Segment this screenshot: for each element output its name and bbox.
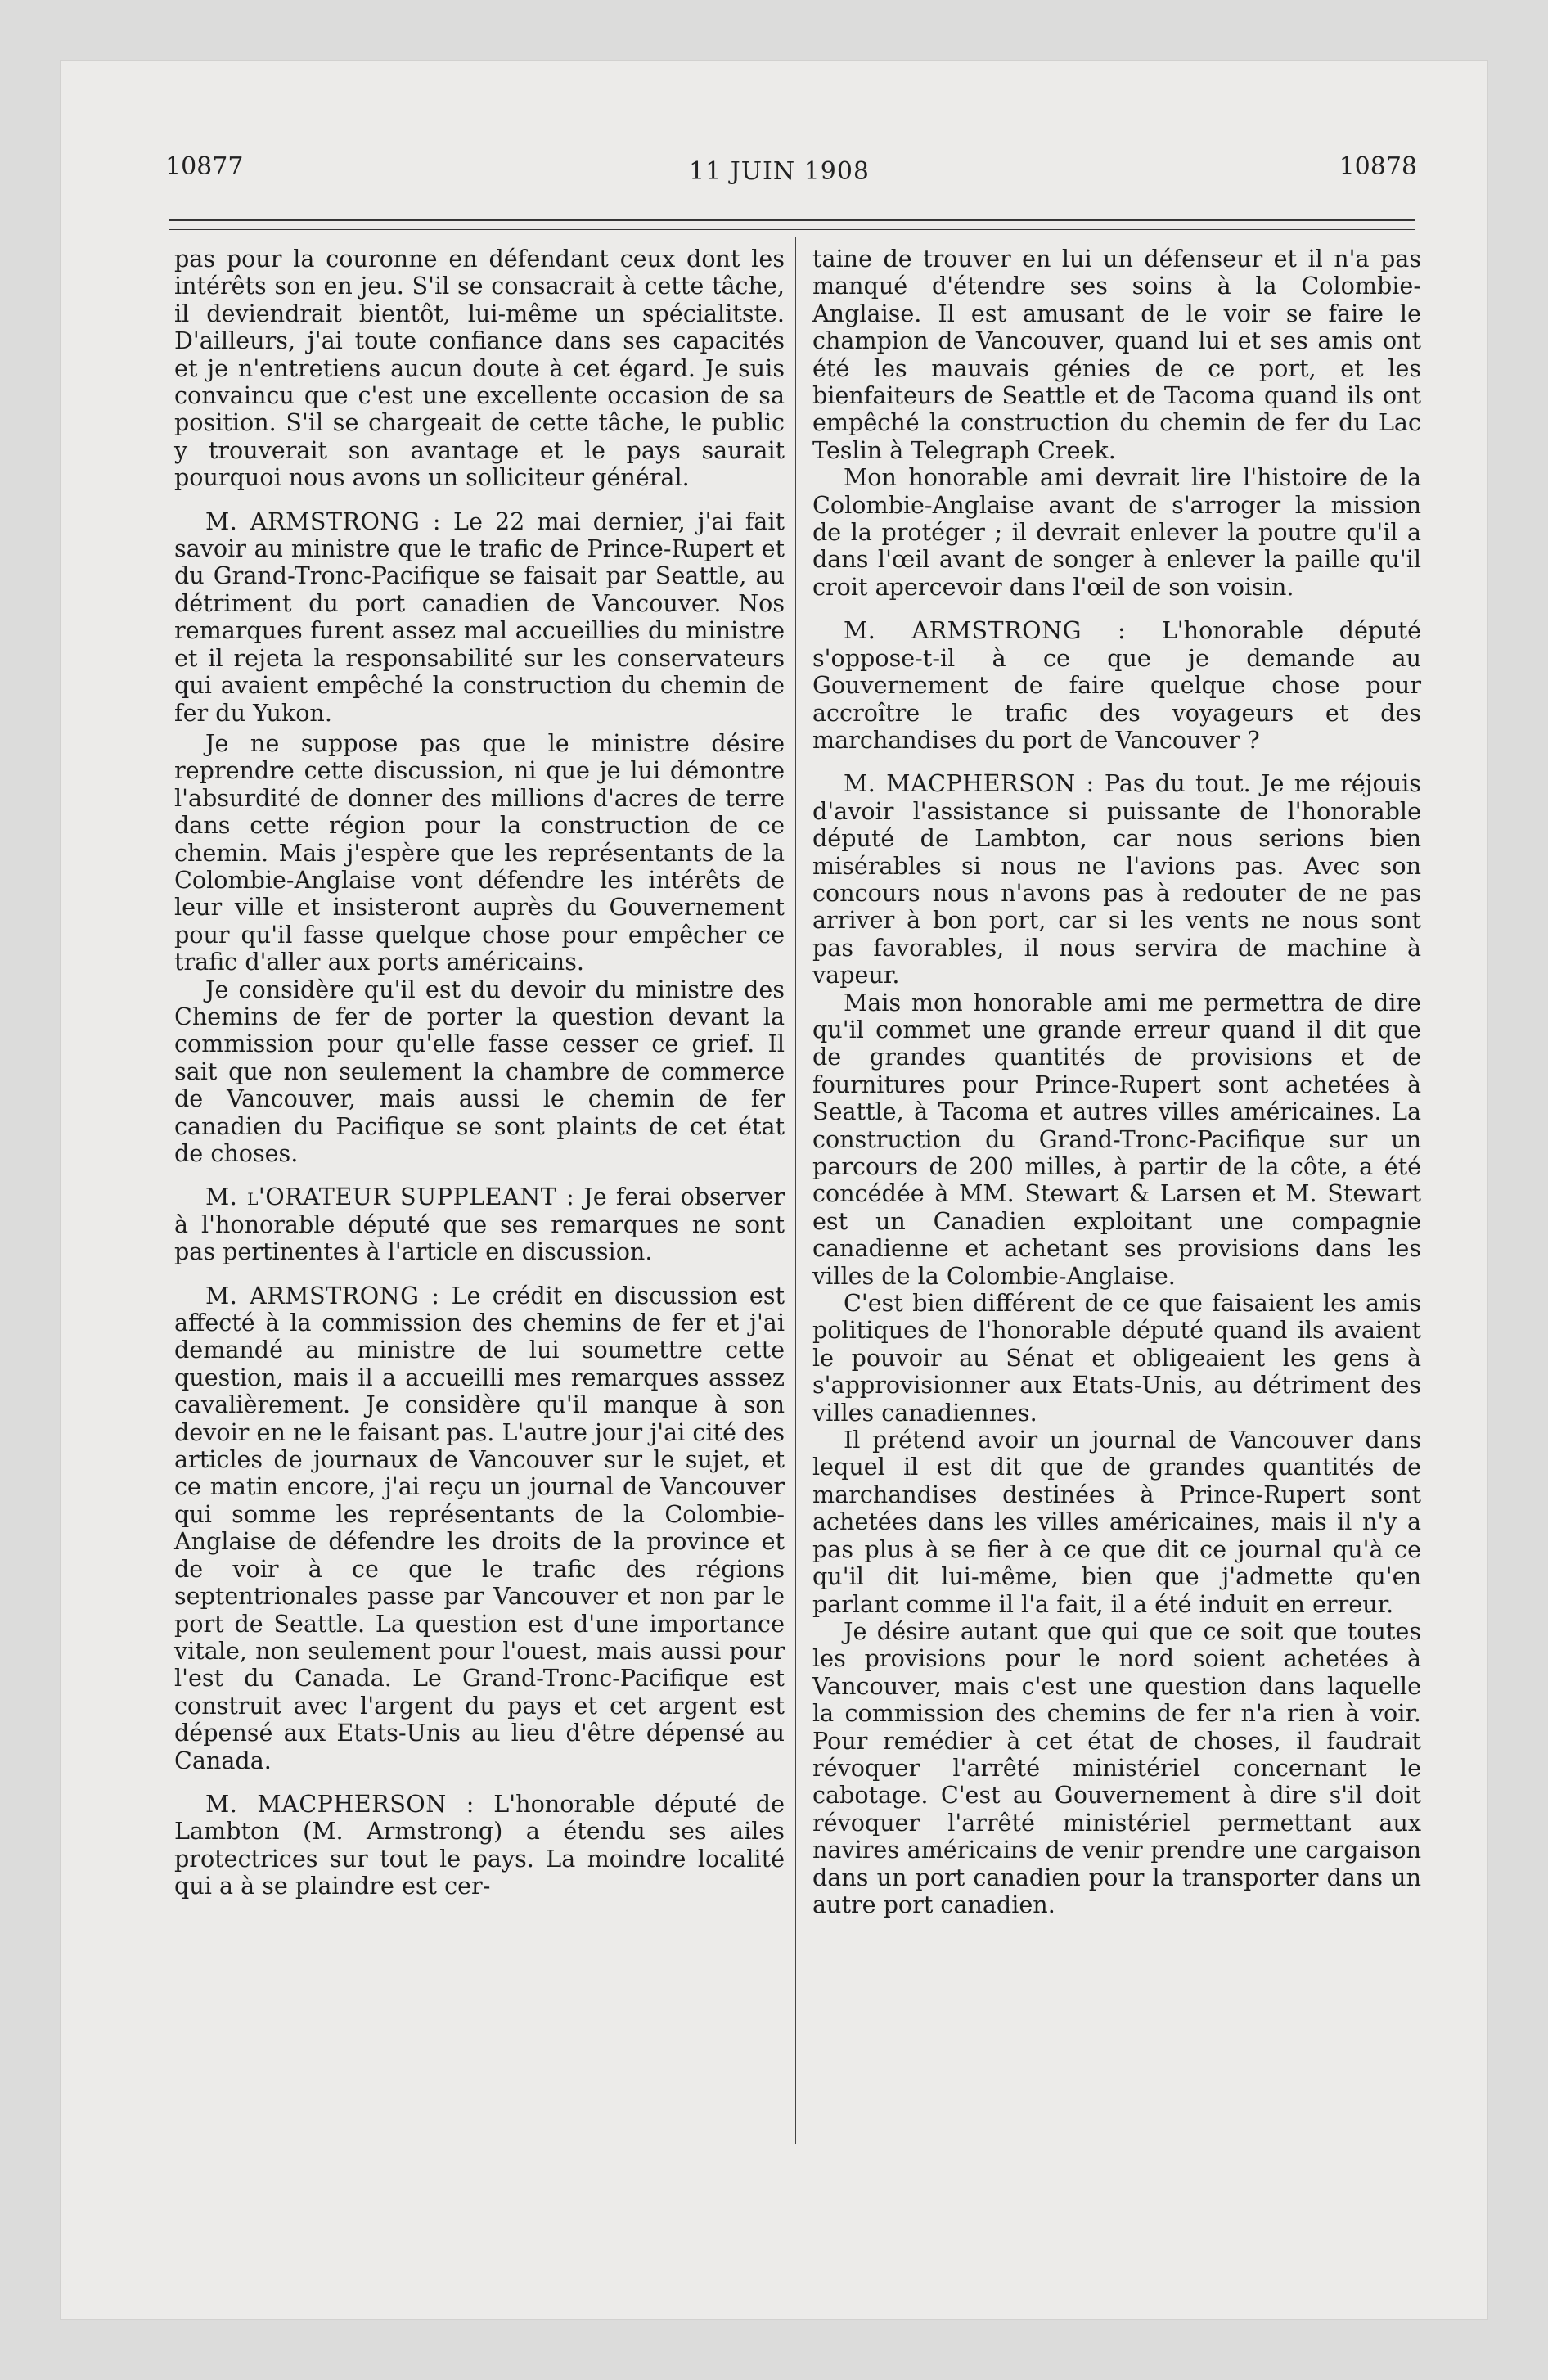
speaker-name: M. l'ORATEUR SUPPLEANT : xyxy=(205,1183,575,1211)
speech-text: Je ferai observer à l'honorable député que ses remarques ne sont pas pertinentes à l'article en discussion. xyxy=(174,1183,785,1266)
paragraph: taine de trouver en lui un défenseur et il n'a pas manqué d'étendre ses soins à la Colombie-Anglaise. Il est amusant de le voir se faire le champion de Vancouver, quand lui et ses amis ont été les mauvais génies de ce port, et les bienfaiteurs de Seattle et de Tacoma quand ils ont empêché la construction du chemin de fer du Lac Teslin à Telegraph Creek. xyxy=(812,245,1421,464)
speech-text: Pas du tout. Je me réjouis d'avoir l'assistance si puissante de l'honorable député de Lambton, car nous serions bien misérables si nous ne l'avions pas. Avec son concours nous n'avons pas à redouter de ne pas arriver à bon port, car si les vents ne nous sont pas favorables, il nous servira de machine à vapeur. xyxy=(812,769,1421,989)
speech-text: Le crédit en discussion est affecté à la commission des chemins de fer et j'ai demandé au ministre de lui soumettre cette question, mais il a accueilli mes remarques asssez cavalièrement. Je considère qu'il manque à son devoir en ne le faisant pas. L'autre jour j'ai cité des articles de journaux de Vancouver sur le sujet, et ce matin encore, j'ai reçu un journal de Vancouver qui somme les représentants de la Colombie-Anglaise de défendre les droits de la province et de voir à ce que le trafic des régions septentrionales passe par Vancouver et non par le port de Seattle. La question est d'une importance vitale, non seulement pour l'ouest, mais aussi pour l'est du Canada. Le Grand-Tronc-Pacifique est construit avec l'argent du pays et cet argent est dépensé aux Etats-Unis au lieu d'être dépensé au Canada. xyxy=(174,1281,785,1774)
speech-paragraph xyxy=(174,1183,785,1265)
speech-paragraph xyxy=(174,1282,785,1774)
speaker-name: M. MACPHERSON : xyxy=(205,1789,475,1818)
speech-paragraph xyxy=(174,508,785,727)
paragraph: Mais mon honorable ami me permettra de dire qu'il commet une grande erreur quand il dit que de grandes quantités de provisions et de fournitures pour Prince-Rupert sont achetées à Seattle, à Tacoma et autres villes américaines. La construction du Grand-Tronc-Pacifique sur un parcours de 200 milles, à partir de la côte, a été concédée à MM. Stewart & Larsen et M. Stewart est un Canadien exploitant une compagnie canadienne et achetant ses provisions dans les villes de la Colombie-Anglaise. xyxy=(812,988,1421,1290)
paragraph: Mon honorable ami devrait lire l'histoire de la Colombie-Anglaise avant de s'arroger la mission de la protéger ; il devrait enlever la poutre qu'il a dans l'œil avant de songer à enlever la paille qu'il croit apercevoir dans l'œil de son voisin. xyxy=(812,463,1421,601)
page-date: 11 JUIN 1908 xyxy=(689,157,871,186)
paragraph: Je désire autant que qui que ce soit que toutes les provisions pour le nord soient achetées à Vancouver, mais c'est une question dans laquelle la commission des chemins de fer n'a rien à voir. Pour remédier à cet état de choses, il faudrait révoquer l'arrêté ministériel concernant le cabotage. C'est au Gouvernement à dire s'il doit révoquer l'arrêté ministériel permettant aux navires américains de venir prendre une cargaison dans un port canadien pour la transporter dans un autre port canadien. xyxy=(812,1616,1421,1918)
paragraph: Je ne suppose pas que le ministre désire reprendre cette discussion, ni que je lui démontre l'absurdité de donner des millions d'acres de terre dans cette région pour la construction de ce chemin. Mais j'espère que les représentants de la Colombie-Anglaise vont défendre les intérêts de leur ville et insisteront auprès du Gouvernement pour qu'il fasse quelque chose pour empêcher ce trafic d'aller aux ports américains. xyxy=(174,728,785,976)
speech-paragraph xyxy=(174,1791,785,1900)
speaker-name: M. ARMSTRONG : xyxy=(844,616,1127,645)
speech-text: Le 22 mai dernier, j'ai fait savoir au ministre que le trafic de Prince-Rupert et du Grand-Tronc-Pacifique se faisait par Seattle, au détriment du port canadien de Vancouver. Nos remarques furent assez mal accueillies du ministre et il rejeta la responsabilité sur les conservateurs qui avaient empêché la construction du chemin de fer du Yukon. xyxy=(174,507,785,727)
header-rule-bottom xyxy=(169,229,1415,230)
page-number-left: 10877 xyxy=(165,152,244,181)
column-divider xyxy=(795,237,796,2144)
right-column xyxy=(812,246,1421,1918)
speech-paragraph xyxy=(812,770,1421,989)
speaker-name: M. MACPHERSON : xyxy=(844,769,1095,798)
paragraph: Je considère qu'il est du devoir du ministre des Chemins de fer de porter la question devant la commission pour qu'elle fasse cesser ce grief. Il sait que non seulement la chambre de commerce de Vancouver, mais aussi le chemin de fer canadien du Pacifique se sont plaints de cet état de choses. xyxy=(174,975,785,1167)
page-number-right: 10878 xyxy=(1339,152,1417,181)
speaker-name: M. ARMSTRONG : xyxy=(205,1281,440,1309)
speech-text: L'honorable député de Lambton (M. Armstrong) a étendu ses ailes protectrices sur tout le pays. La moindre localité qui a à se plaindre est cer- xyxy=(174,1789,785,1900)
page-header xyxy=(165,152,1417,201)
speech-text: L'honorable député s'oppose-t-il à ce que je demande au Gouvernement de faire quelque chose pour accroître le trafic des voyageurs et des marchandises du port de Vancouver ? xyxy=(812,616,1421,754)
paragraph: C'est bien différent de ce que faisaient les amis politiques de l'honorable député quand ils avaient le pouvoir au Sénat et obligeaient les gens à s'approvisionner aux Etats-Unis, au détriment des villes canadiennes. xyxy=(812,1289,1421,1427)
paragraph: Il prétend avoir un journal de Vancouver dans lequel il est dit que de grandes quantités de marchandises destinées à Prince-Rupert sont achetées dans les villes américaines, mais il n'y a pas plus à se fier à ce que dit ce journal qu'à ce qu'il dit lui-même, bien que j'admette qu'en parlant comme il l'a fait, il a été induit en erreur. xyxy=(812,1426,1421,1618)
left-column xyxy=(174,246,785,1900)
speech-paragraph xyxy=(812,617,1421,754)
speaker-name: M. ARMSTRONG : xyxy=(205,507,442,535)
paragraph: pas pour la couronne en défendant ceux dont les intérêts son en jeu. S'il se consacrait à cette tâche, il deviendrait bientôt, lui-même un spécialitste. D'ailleurs, j'ai toute confiance dans ses capacités et je n'entretiens aucun doute à cet égard. Je suis convaincu que c'est une excellente occasion de sa position. S'il se chargeait de cette tâche, le public y trouverait son avantage et le pays saurait pourquoi nous avons un solliciteur général. xyxy=(174,245,785,492)
header-rule-top xyxy=(169,219,1415,221)
